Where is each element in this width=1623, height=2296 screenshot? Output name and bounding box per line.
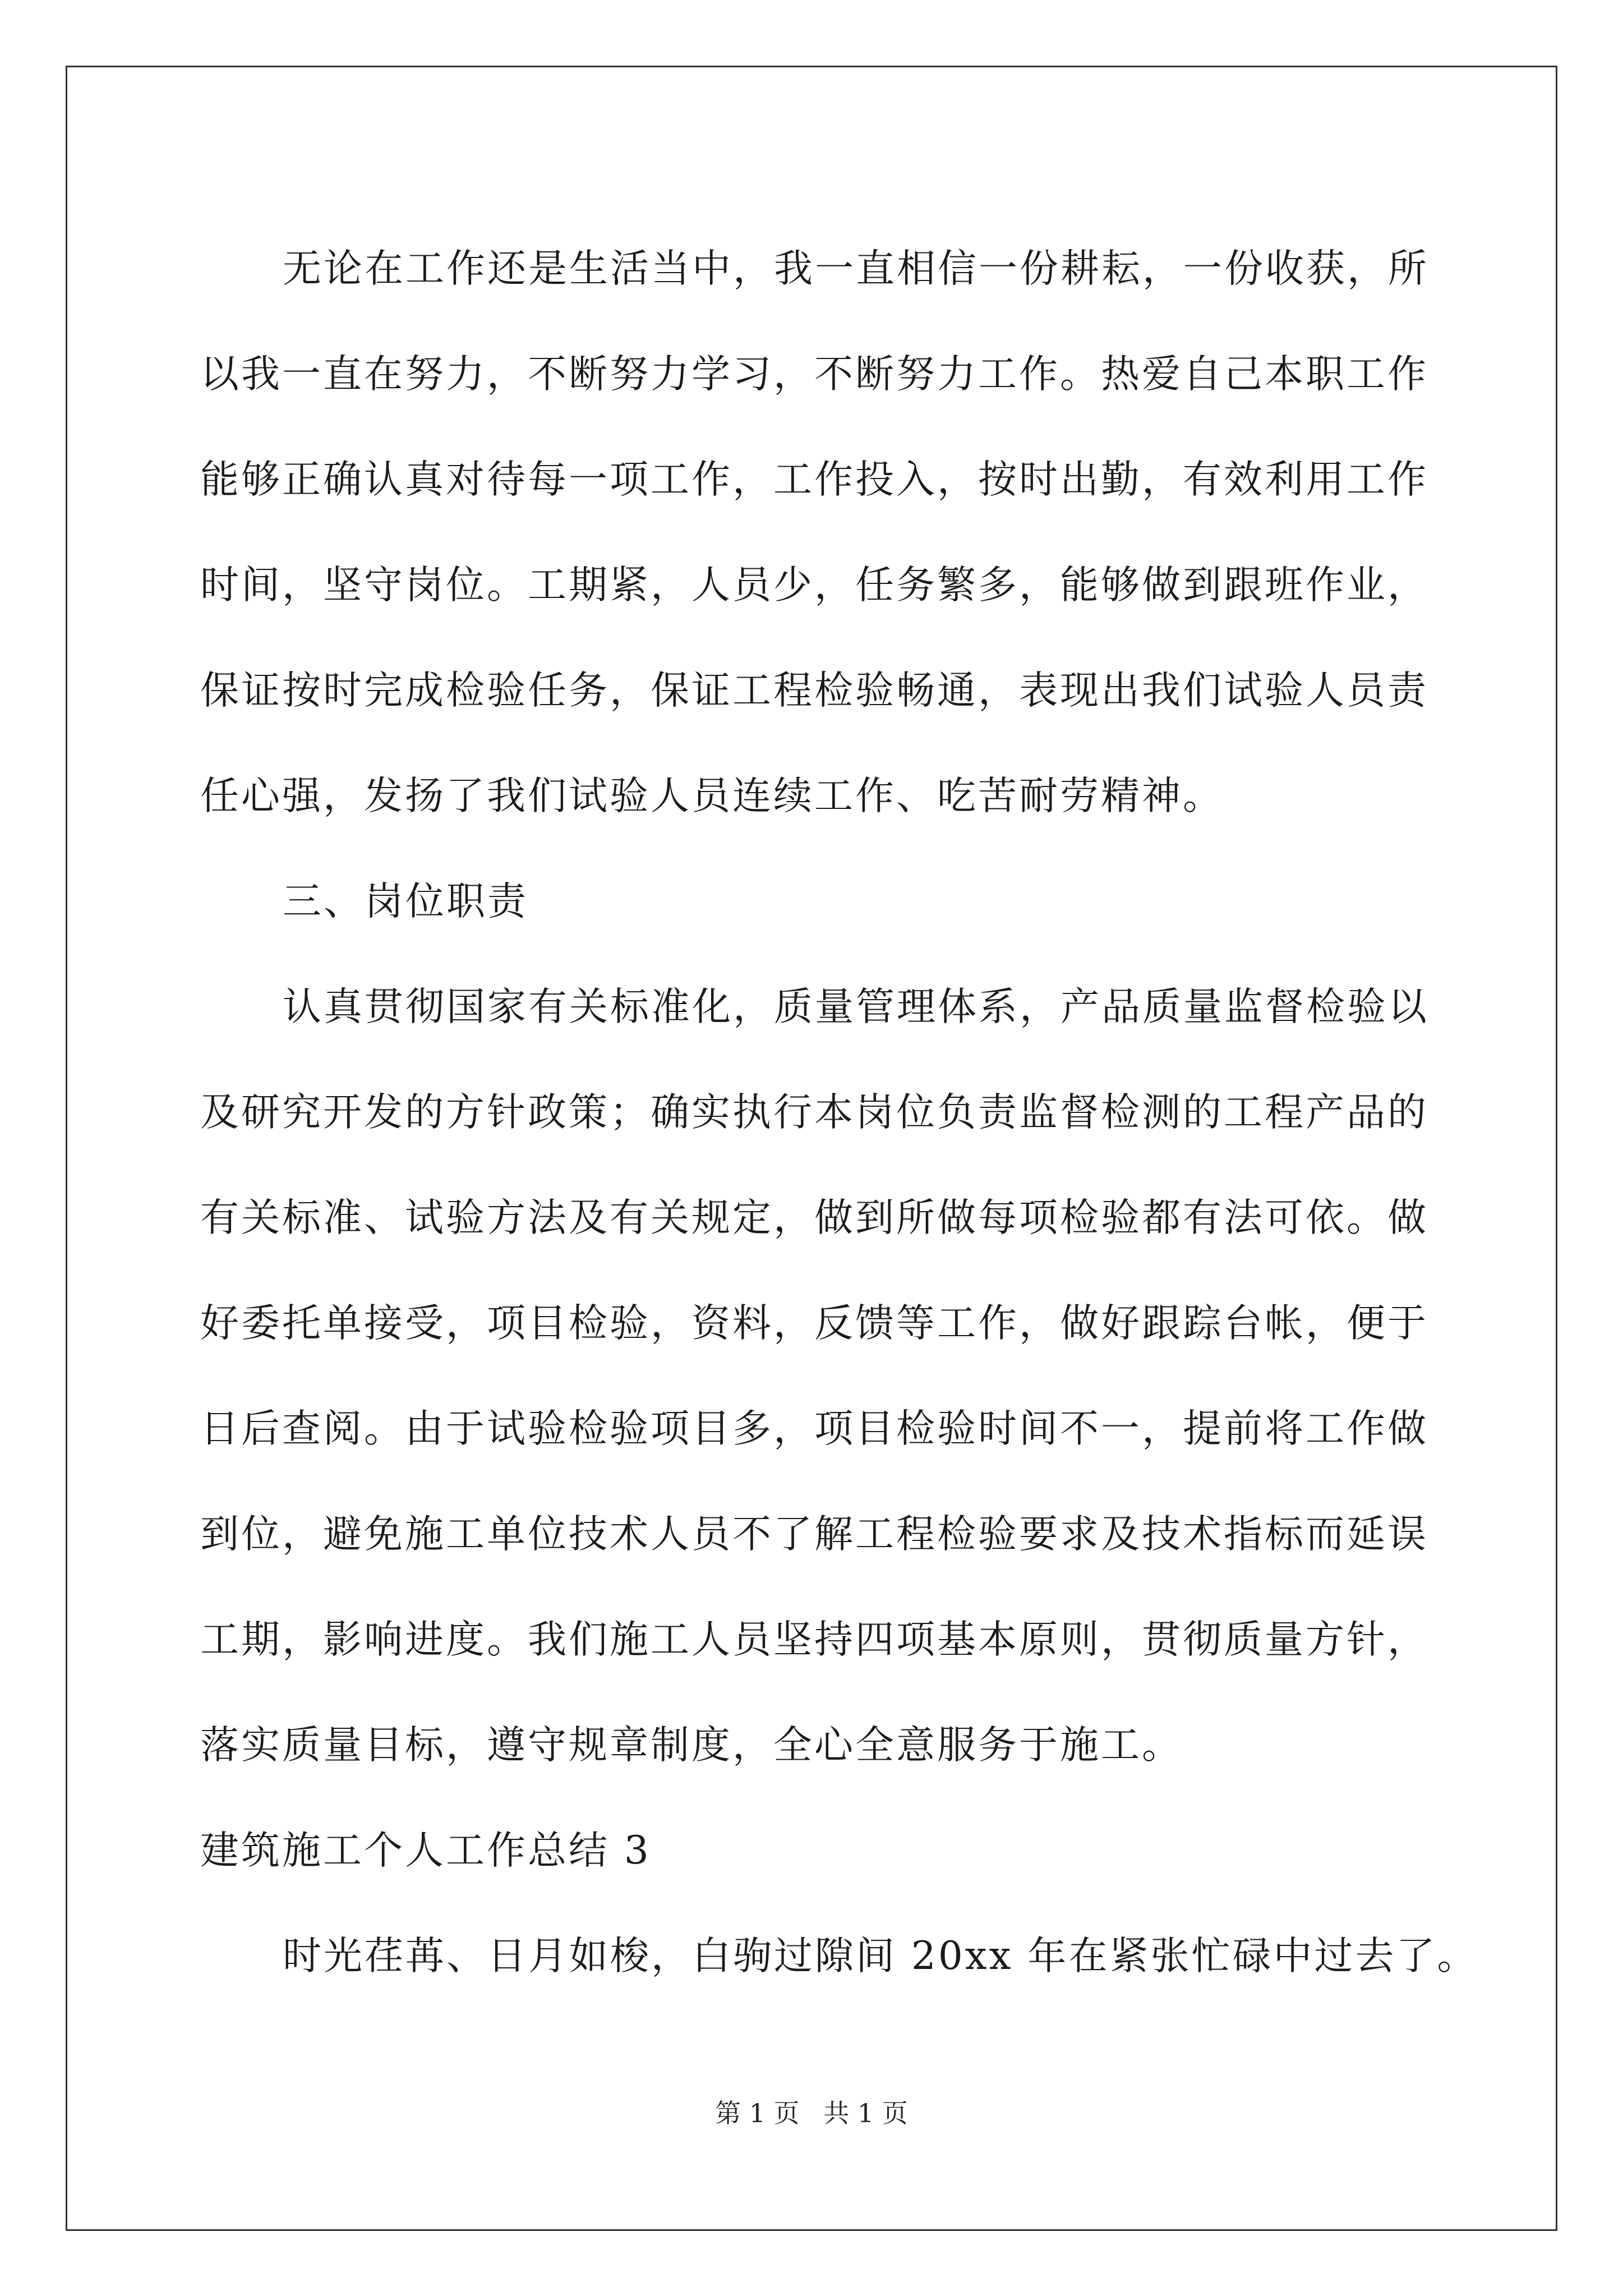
paragraph-job-duties (200, 954, 1434, 1798)
text-line: 以我一直在努力，不断努力学习，不断努力工作。热爱自己本职工作 (200, 352, 1428, 397)
text-line: 落实质量目标，遵守规章制度，全心全意服务于施工。 (200, 1723, 1183, 1768)
page-number: 第 1 页 (715, 2098, 800, 2128)
text-line: 任心强，发扬了我们试验人员连续工作、吃苦耐劳精神。 (200, 774, 1224, 818)
text-line: 无论在工作还是生活当中，我一直相信一份耕耘，一份收获，所 (283, 246, 1429, 291)
text-line: 有关标准、试验方法及有关规定，做到所做每项检验都有法可依。做 (200, 1195, 1428, 1240)
heading-job-duties: 三、岗位职责 (283, 879, 528, 924)
text-line: 认真贯彻国家有关标准化，质量管理体系，产品质量监督检验以 (283, 984, 1429, 1029)
page-footer (0, 2096, 1623, 2130)
text-line: 保证按时完成检验任务，保证工程检验畅通，表现出我们试验人员责 (200, 668, 1428, 713)
text-line: 好委托单接受，项目检验，资料，反馈等工作，做好跟踪台帐，便于 (200, 1301, 1428, 1346)
paragraph-work-attitude (200, 216, 1434, 849)
text-line: 时光荏苒、日月如梭，白驹过隙间 20xx 年在紧张忙碌中过去了。 (283, 1934, 1478, 1978)
text-line: 时间，坚守岗位。工期紧，人员少，任务繁多，能够做到跟班作业， (200, 563, 1428, 608)
text-line: 到位，避免施工单位技术人员不了解工程检验要求及技术指标而延误 (200, 1512, 1428, 1557)
text-line: 日后查阅。由于试验检验项目多，项目检验时间不一，提前将工作做 (200, 1406, 1428, 1451)
text-line: 及研究开发的方针政策；确实执行本岗位负责监督检测的工程产品的 (200, 1090, 1428, 1135)
section-title: 建筑施工个人工作总结 3 (200, 1828, 651, 1873)
page-total: 共 1 页 (823, 2098, 908, 2128)
document-body (200, 216, 1478, 2009)
text-line: 能够正确认真对待每一项工作，工作投入，按时出勤，有效利用工作 (200, 457, 1428, 502)
text-line: 工期，影响进度。我们施工人员坚持四项基本原则，贯彻质量方针， (200, 1617, 1428, 1662)
paragraph-opening (200, 1903, 1478, 2009)
